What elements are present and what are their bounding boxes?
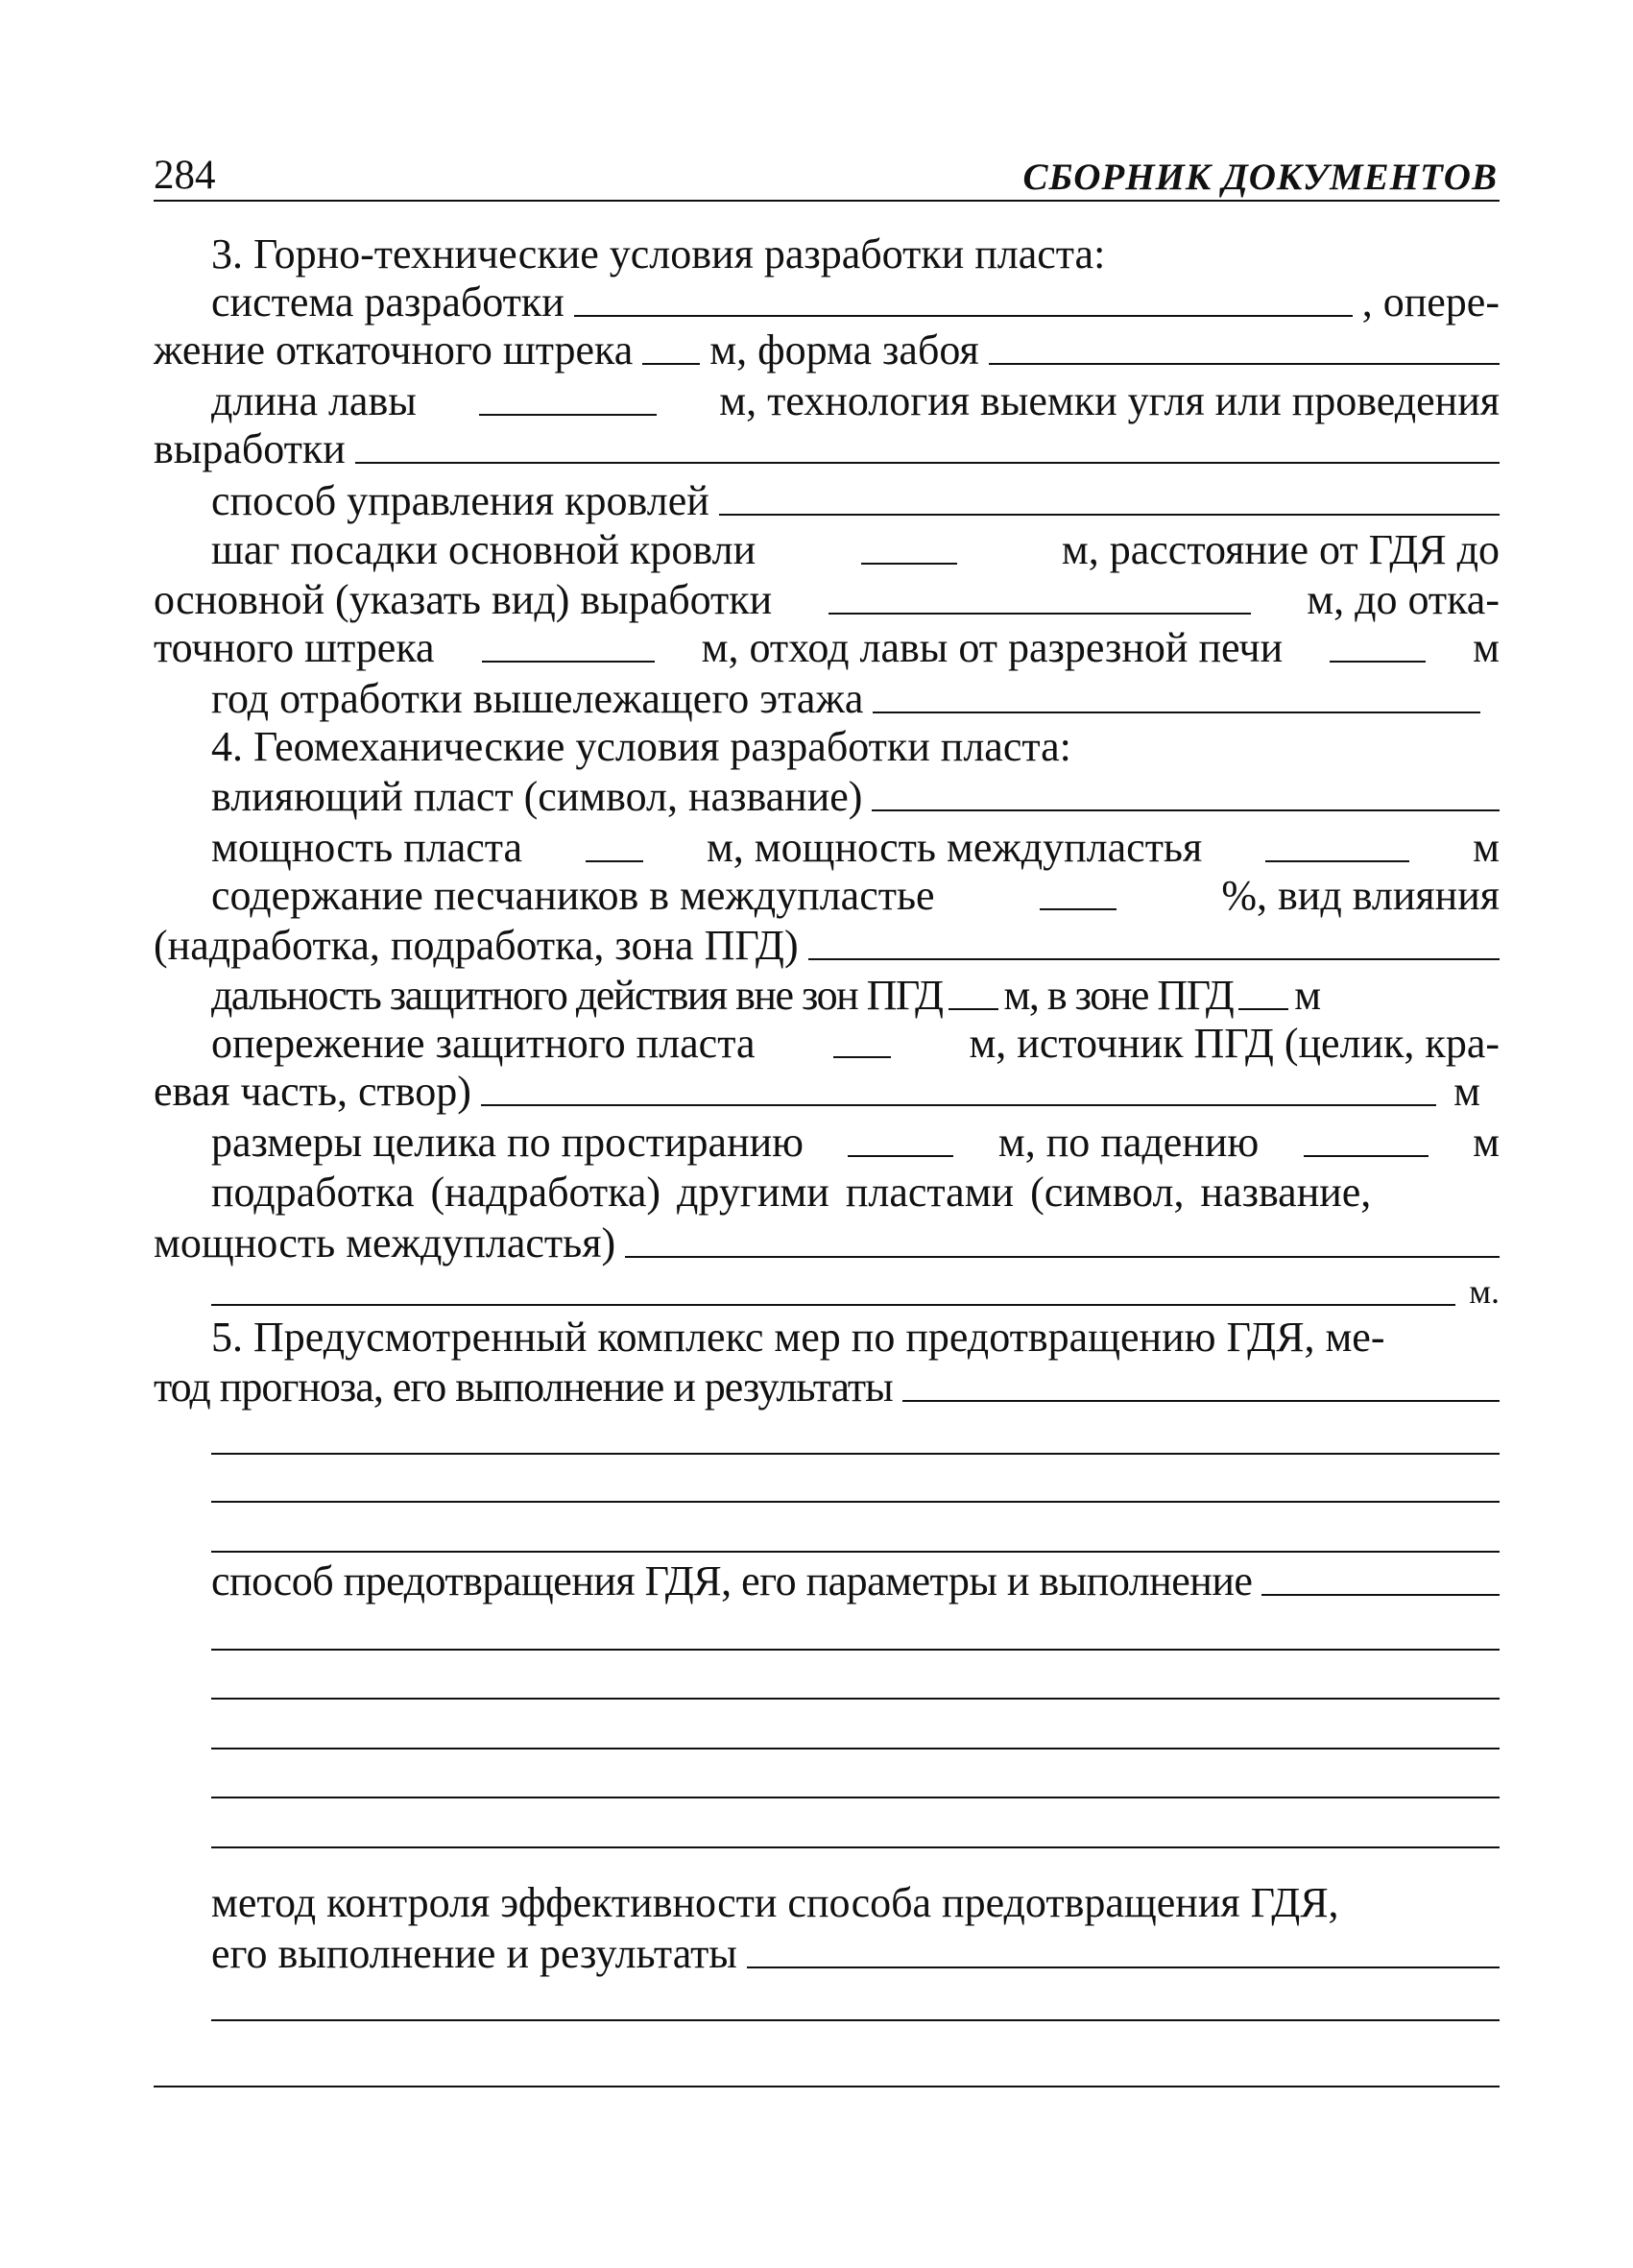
lava-length-field[interactable] (479, 406, 657, 416)
other-seams-field[interactable] (625, 1248, 1500, 1258)
page-number: 284 (154, 153, 216, 198)
line-influence-kinds: (надработка, подработка, зона ПГД) (154, 922, 1500, 970)
prevention-line-3[interactable] (211, 1698, 1500, 1700)
line-thickness: мощность пласта м, мощность междупластья м (211, 824, 1500, 871)
prevention-line-6[interactable] (211, 1846, 1500, 1848)
prevention-line-5[interactable] (211, 1797, 1500, 1798)
forecast-line-4[interactable] (211, 1551, 1500, 1553)
line-prevention: способ предотвращения ГДЯ, его параметры и выполнение (211, 1557, 1500, 1605)
section-3-heading: 3. Горно-технические условия разработки пласта: (211, 230, 1106, 277)
line-control: метод контроля эффективности способа предотвращения ГДЯ, (211, 1879, 1339, 1926)
line-control-results: его выполнение и результаты (211, 1930, 1500, 1978)
pgd-source-field[interactable] (481, 1097, 1436, 1106)
line-protective-range: дальность защитного действия вне зон ПГД м, в зоне ПГД м (211, 972, 1320, 1019)
line-main-working: основной (указать вид) выработки м, до отка- (154, 576, 1500, 623)
roof-step-field[interactable] (861, 555, 957, 565)
forecast-line-3[interactable] (211, 1501, 1500, 1503)
face-shape-field[interactable] (989, 355, 1500, 365)
line-interlayer-thickness: мощность междупластья) (154, 1219, 1500, 1267)
main-working-field[interactable] (829, 605, 1251, 615)
section-5-heading: 5. Предусмотренный комплекс мер по предотвращению ГДЯ, ме- (211, 1314, 1385, 1361)
workings-field[interactable] (355, 454, 1500, 464)
line-workings: выработки (154, 425, 1500, 473)
line-protective-advance: опережение защитного пласта м, источник ПГД (целик, кра- (211, 1020, 1500, 1067)
mining-system-field[interactable] (574, 307, 1353, 317)
influence-type-field[interactable] (808, 951, 1500, 960)
protective-advance-field[interactable] (833, 1049, 891, 1058)
line-advance: жение откаточного штрека м, форма забоя (154, 326, 1500, 374)
line-sandstone: содержание песчаников в междупластье %, вид влияния (211, 872, 1500, 919)
year-field[interactable] (873, 704, 1480, 713)
forecast-field[interactable] (902, 1392, 1500, 1402)
line-roof-step: шаг посадки основной кровли м, расстояние от ГДЯ до (211, 526, 1500, 573)
retreat-field[interactable] (1330, 653, 1426, 663)
protective-range-field[interactable] (949, 1001, 998, 1010)
line-m-dot: м. (211, 1267, 1500, 1315)
line-roof-control: способ управления кровлей (211, 477, 1500, 525)
in-zone-field[interactable] (1238, 1001, 1288, 1010)
influencing-seam-field[interactable] (872, 802, 1500, 811)
prevention-line-4[interactable] (211, 1748, 1500, 1749)
bottom-rule (154, 2086, 1500, 2087)
control-line-2[interactable] (211, 2019, 1500, 2021)
prevention-line-2[interactable] (211, 1649, 1500, 1651)
page-header (154, 146, 1500, 202)
line-year: год отработки вышележащего этажа (211, 675, 1480, 723)
pillar-dip-field[interactable] (1304, 1147, 1429, 1157)
section-4-heading: 4. Геомеханические условия разработки пласта: (211, 723, 1071, 770)
line-pillar: размеры целика по простиранию м, по падению м (211, 1119, 1500, 1166)
forecast-line-2[interactable] (211, 1453, 1500, 1455)
other-seams-field-2[interactable] (211, 1296, 1455, 1306)
pillar-strike-field[interactable] (848, 1147, 953, 1157)
line-forecast: тод прогноза, его выполнение и результаты (154, 1363, 1500, 1411)
line-system: система разработки , опере- (211, 278, 1500, 326)
running-title: СБОРНИК ДОКУМЕНТОВ (1022, 157, 1498, 198)
sandstone-field[interactable] (1040, 901, 1117, 910)
control-results-field[interactable] (747, 1959, 1500, 1968)
line-haulage: точного штрека м, отход лавы от разрезной печи м (154, 624, 1500, 671)
advance-field[interactable] (642, 355, 700, 365)
roof-control-field[interactable] (719, 506, 1500, 516)
prevention-field[interactable] (1261, 1586, 1500, 1596)
seam-thickness-field[interactable] (586, 853, 643, 862)
interlayer-field[interactable] (1265, 853, 1409, 862)
line-influencing: влияющий пласт (символ, название) (211, 773, 1500, 821)
haulage-field[interactable] (482, 653, 655, 663)
line-lava: длина лавы м, технология выемки угля или проведения (211, 377, 1500, 424)
line-edge: евая часть, створ) м (154, 1068, 1480, 1115)
line-other-seams: подработка (надработка) другими пластами (символ, название, (211, 1169, 1372, 1216)
